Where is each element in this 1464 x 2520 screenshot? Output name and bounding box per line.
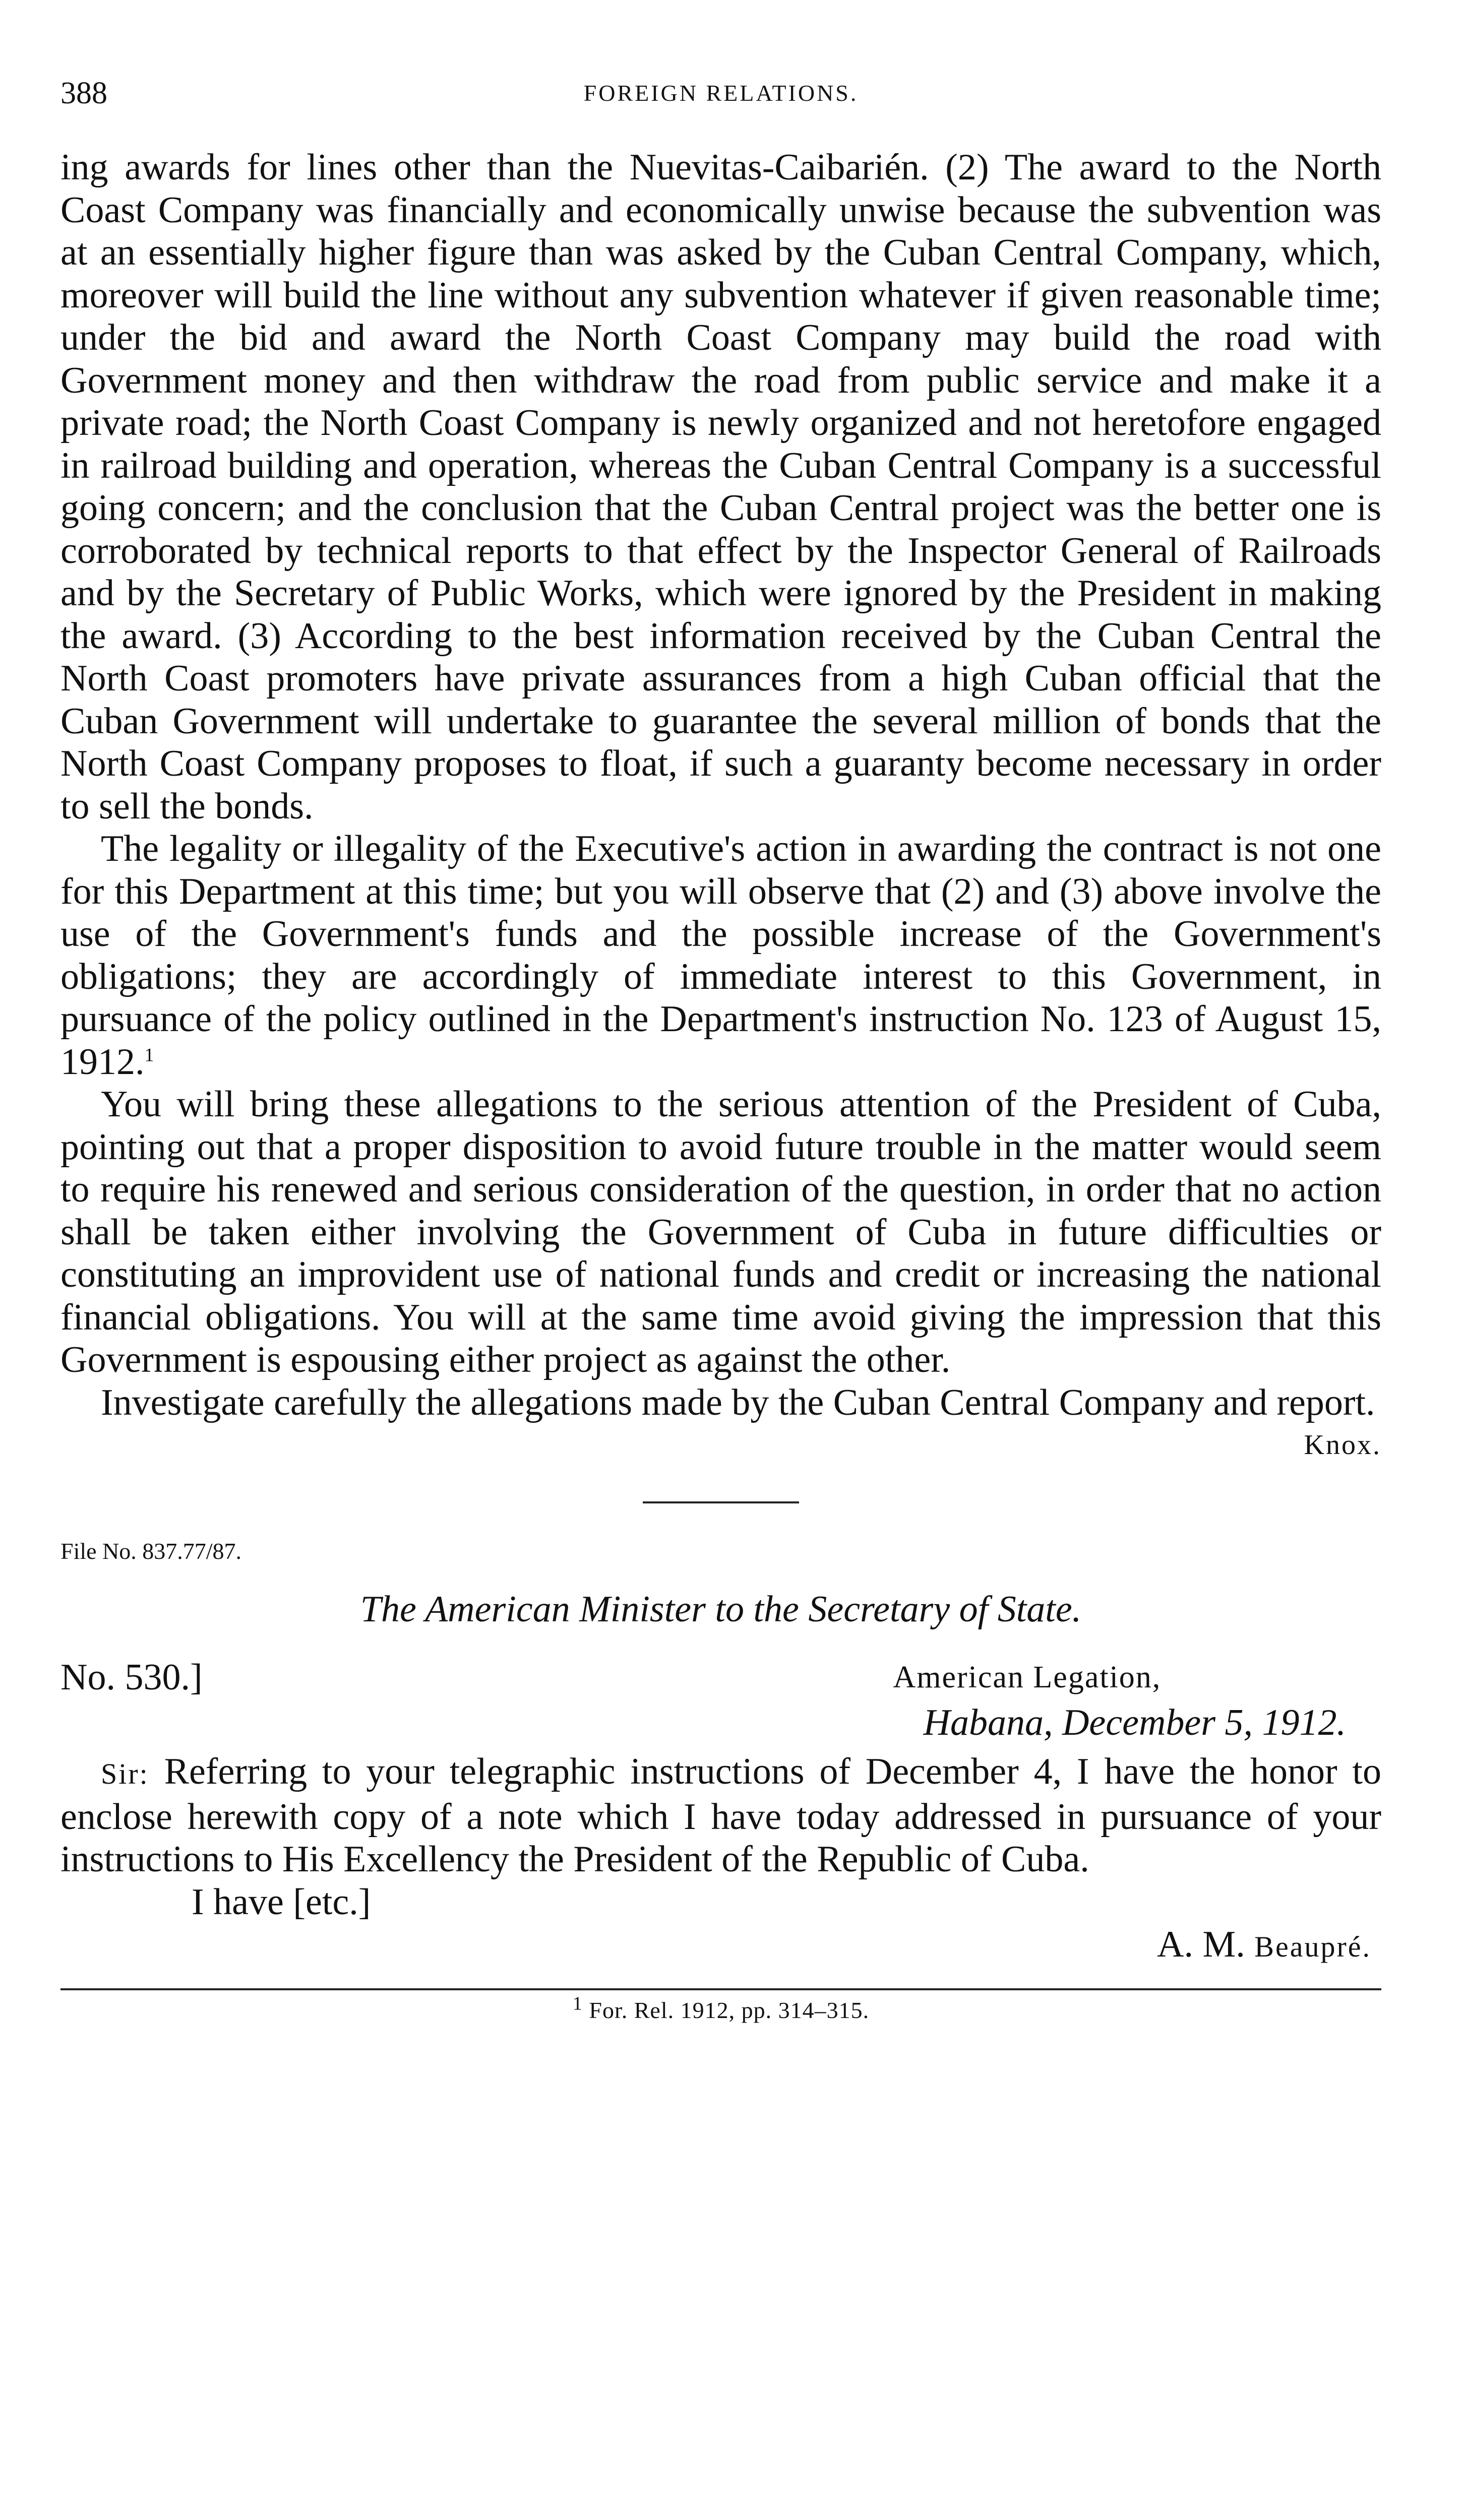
page-number: 388 (60, 76, 107, 110)
paragraph-referring (60, 1750, 1381, 1881)
paragraph-allegations: You will bring these allegations to the serious attention of the President of Cuba, pointing out that a proper disposition to avoid future trouble in the matter would seem to require his renewed and serious consideration of the question, in order that no action shall be taken either involving the Government of Cuba in future difficulties or constituting an improvident use of national funds and credit or increasing the national financial obligations. You will at the same time avoid giving the impression that this Government is espousing either project as against the other. (60, 1084, 1381, 1380)
page-body (60, 146, 1381, 2031)
paragraph-investigate: Investigate carefully the allegations made by the Cuban Central Company and report. (101, 1381, 1375, 1423)
paragraph-legality (60, 828, 1381, 1083)
file-number: File No. 837.77/87. (60, 1538, 242, 1564)
page-header (60, 71, 1381, 116)
paragraph-referring-text: Referring to your telegraphic instructions of December 4, I have the honor to enclose herewith copy of a note which I have today addressed in pursuance of your instructions to His Excellency the President of the Republic of Cuba. (60, 1751, 1381, 1880)
signature-initials: A. M. (1157, 1923, 1245, 1965)
signature-surname: Beaupré. (1254, 1930, 1371, 1963)
document-number: No. 530.] (60, 1657, 203, 1698)
footnote-reference: 1 (144, 1044, 154, 1065)
closing-line: I have [etc.] (192, 1881, 371, 1923)
salutation: Sir: (101, 1757, 149, 1790)
footnote-mark: 1 (572, 1993, 583, 2014)
section-divider (643, 1501, 799, 1503)
legation-block (893, 1655, 1347, 1745)
footnote (60, 1990, 1381, 2031)
place-date: Habana, December 5, 1912. (923, 1702, 1346, 1743)
signature-knox: Knox. (1304, 1429, 1381, 1461)
footnote-text: For. Rel. 1912, pp. 314–315. (589, 1997, 870, 2023)
signature-beaupre (60, 1923, 1381, 1968)
paragraph-legality-text: The legality or illegality of the Executive's action in awarding the contract is not one for this Department at this time; but you will observe that (2) and (3) above involve the use of the Government's funds and the possible increase of the Government's obligations; they are accordingly of immediate interest to this Government, in pursuance of the policy outlined in the Department's instruction No. 123 of August 15, 1912. (60, 828, 1381, 1083)
paragraph-continuation: ing awards for lines other than the Nuevitas-Caibarién. (2) The award to the North Coast Company was financially and economically unwise because the subvention was at an essentially higher figure than was asked by the Cuban Central Company, which, moreover will build the line without any subvention whatever if given reasonable time; under the bid and award the North Coast Company may build the road with Government money and then withdraw the road from public service and make it a private road; the North Coast Company is newly organized and not heretofore engaged in railroad building and operation, whereas the Cuban Central Company is a successful going concern; and the conclusion that the Cuban Central project was the better one is corroborated by technical reports to that effect by the Inspector General of Railroads and by the Secretary of Public Works, which were ignored by the President in making the award. (3) According to the best information received by the Cuban Central the North Coast promoters have private assurances from a high Cuban official that the Cuban Government will undertake to guarantee the several million of bonds that the North Coast Company proposes to float, if such a guaranty become necessary in order to sell the bonds. (60, 147, 1381, 827)
running-head: FOREIGN RELATIONS. (583, 80, 859, 106)
letter-heading (60, 1655, 1381, 1750)
legation-name: American Legation, (893, 1660, 1162, 1694)
document-title: The American Minister to the Secretary of State. (360, 1589, 1082, 1630)
